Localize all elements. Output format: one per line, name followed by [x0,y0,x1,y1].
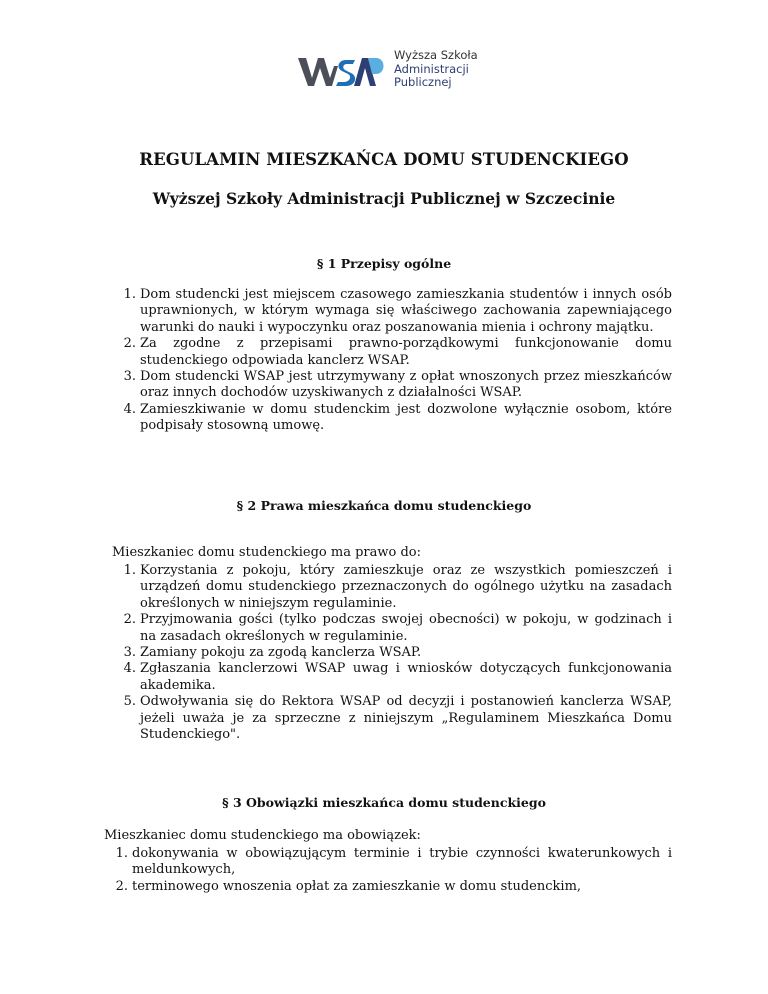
list-item: 2. terminowego wnoszenia opłat za zamieszkanie w domu studenckim, [115,878,582,894]
document-title: REGULAMIN MIESZKAŃCA DOMU STUDENCKIEGO [139,150,629,169]
section-3-list [104,846,672,895]
list-item: 5. Odwoływania się do Rektora WSAP od decyzji i postanowień kanclerza WSAP, jeżeli uważa je za sprzeczne z niniejszym „Regulaminem Mieszkańca Domu Studenckiego". [123,694,672,743]
logo-text-line1: Wyższa Szkoła [394,48,478,62]
list-item: 2. Za zgodne z przepisami prawno-porządkowymi funkcjonowanie domu studenckiego odpowiada kanclerz WSAP. [123,336,672,368]
list-item: 3. Dom studencki WSAP jest utrzymywany z opłat wnoszonych przez mieszkańców oraz innych dochodów uzyskiwanych z działalności WSAP. [123,369,672,401]
list-item: 2. Przyjmowania gości (tylko podczas swojej obecności) w pokoju, w godzinach i na zasadach określonych w regulaminie. [123,612,672,644]
list-item: 3. Zamiany pokoju za zgodą kanclerza WSAP. [123,645,422,661]
wsap-logo-icon [298,54,384,90]
list-item: 1. Dom studencki jest miejscem czasowego zamieszkania studentów i innych osób uprawnionych, w którym wymaga się właściwego zachowania zapewniającego warunki do nauki i wypoczynku oraz poszanowania mienia i ochrony majątku. [123,287,672,335]
logo-text-line3: Publicznej [394,75,452,89]
section-3-intro: Mieszkaniec domu studenckiego ma obowiązek: [104,828,421,843]
logo-text-line2: Administracji [394,61,469,76]
list-item: 1. dokonywania w obowiązującym terminie i trybie czynności kwaterunkowych i meldunkowych, [115,846,672,878]
section-3-heading: § 3 Obowiązki mieszkańca domu studenckiego [222,795,546,810]
list-item: 4. Zgłaszania kanclerzowi WSAP uwag i wniosków dotyczących funkcjonowania akademika. [123,661,672,693]
section-1-list [112,287,672,435]
document-subtitle: Wyższej Szkoły Administracji Publicznej w Szczecinie [152,189,616,208]
section-2-heading: § 2 Prawa mieszkańca domu studenckiego [236,498,532,513]
list-item: 4. Zamieszkiwanie w domu studenckim jest dozwolone wyłącznie osobom, które podpisały stosowną umowę. [123,401,672,434]
section-1-heading: § 1 Przepisy ogólne [316,256,452,271]
list-item: 1. Korzystania z pokoju, który zamieszkuje oraz ze wszystkich pomieszczeń i urządzeń domu studenckiego przeznaczonych do ogólnego użytku na zasadach określonych w niniejszym regulaminie. [123,563,672,611]
section-2-intro: Mieszkaniec domu studenckiego ma prawo do: [112,545,421,560]
section-2-list [112,563,672,743]
wsap-logo [298,46,488,96]
